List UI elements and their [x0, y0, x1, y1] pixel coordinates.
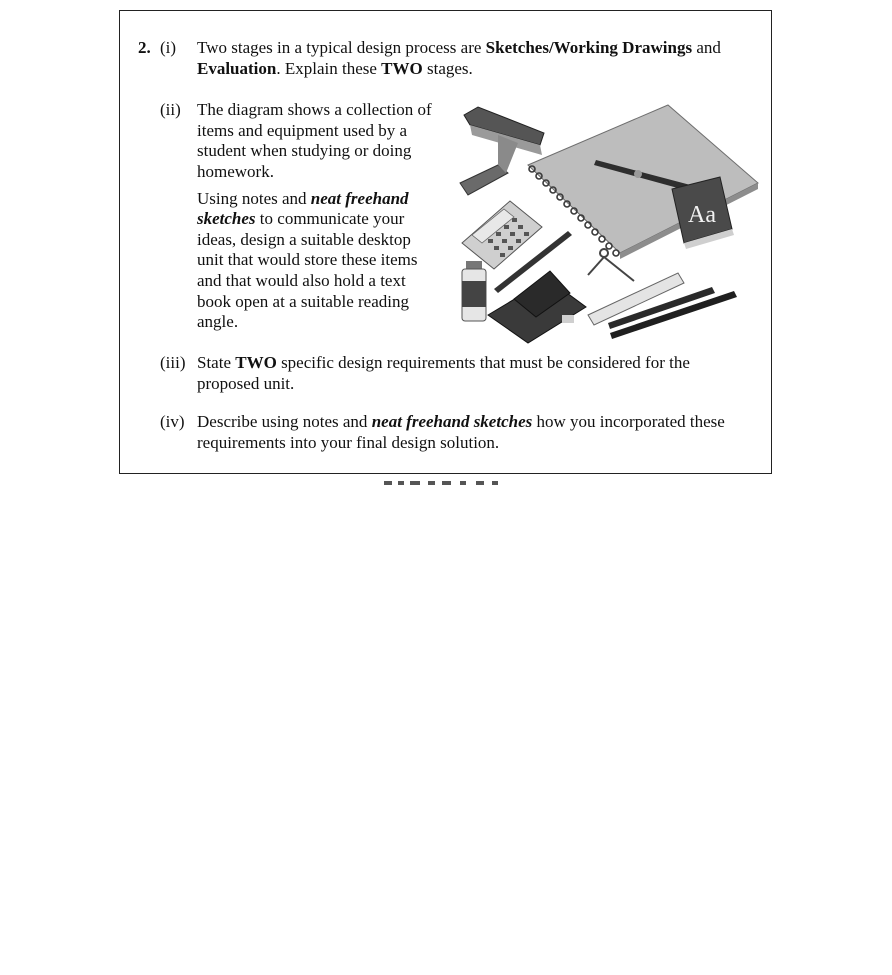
- pen-icon: [608, 287, 737, 339]
- study-items-illustration: [458, 103, 762, 345]
- part-ii-para1-line: The diagram shows a collection of: [197, 100, 432, 119]
- hole-punch-icon: [488, 271, 586, 343]
- part-ii-para1-line: homework.: [197, 162, 274, 181]
- part-iv-label: (iv): [160, 412, 185, 431]
- part-ii-para1-line: student when studying or doing: [197, 141, 412, 160]
- stapler-icon: [460, 107, 544, 195]
- part-i-line-2: Evaluation. Explain these TWO stages.: [197, 59, 473, 78]
- part-ii-para2-line: angle.: [197, 312, 239, 331]
- part-i-label: (i): [160, 38, 177, 57]
- question-box: [119, 10, 772, 474]
- part-ii-para2-line-2: sketches to communicate your: [197, 209, 405, 228]
- part-iii-label: (iii): [160, 353, 186, 372]
- part-ii-para2-line: and that would also hold a text: [197, 271, 406, 290]
- part-ii-para2-line-1: Using notes and neat freehand: [197, 189, 409, 208]
- part-iv-line-1: Describe using notes and neat freehand sketches how you incorporated these: [197, 412, 725, 431]
- part-ii-para2-line: unit that would store these items: [197, 250, 418, 269]
- dictionary-title: Aa: [688, 202, 716, 228]
- part-iv-line-2: requirements into your final design solution.: [197, 433, 500, 452]
- part-ii-para2-line: book open at a suitable reading: [197, 292, 409, 311]
- part-iii-line-2: proposed unit.: [197, 374, 295, 393]
- part-ii-para2-line: ideas, design a suitable desktop: [197, 230, 411, 249]
- part-ii-para1-line: items and equipment used by a: [197, 121, 408, 140]
- part-iii-line-1: State TWO specific design requirements that must be considered for the: [197, 353, 690, 372]
- question-number: 2.: [138, 38, 151, 57]
- calculator-icon: [462, 201, 542, 269]
- correction-fluid-icon: [462, 261, 486, 321]
- part-ii-label: (ii): [160, 100, 181, 119]
- cut-off-text-fragment: [380, 479, 510, 485]
- part-i-line-1: Two stages in a typical design process are Sketches/Working Drawings and: [197, 38, 721, 57]
